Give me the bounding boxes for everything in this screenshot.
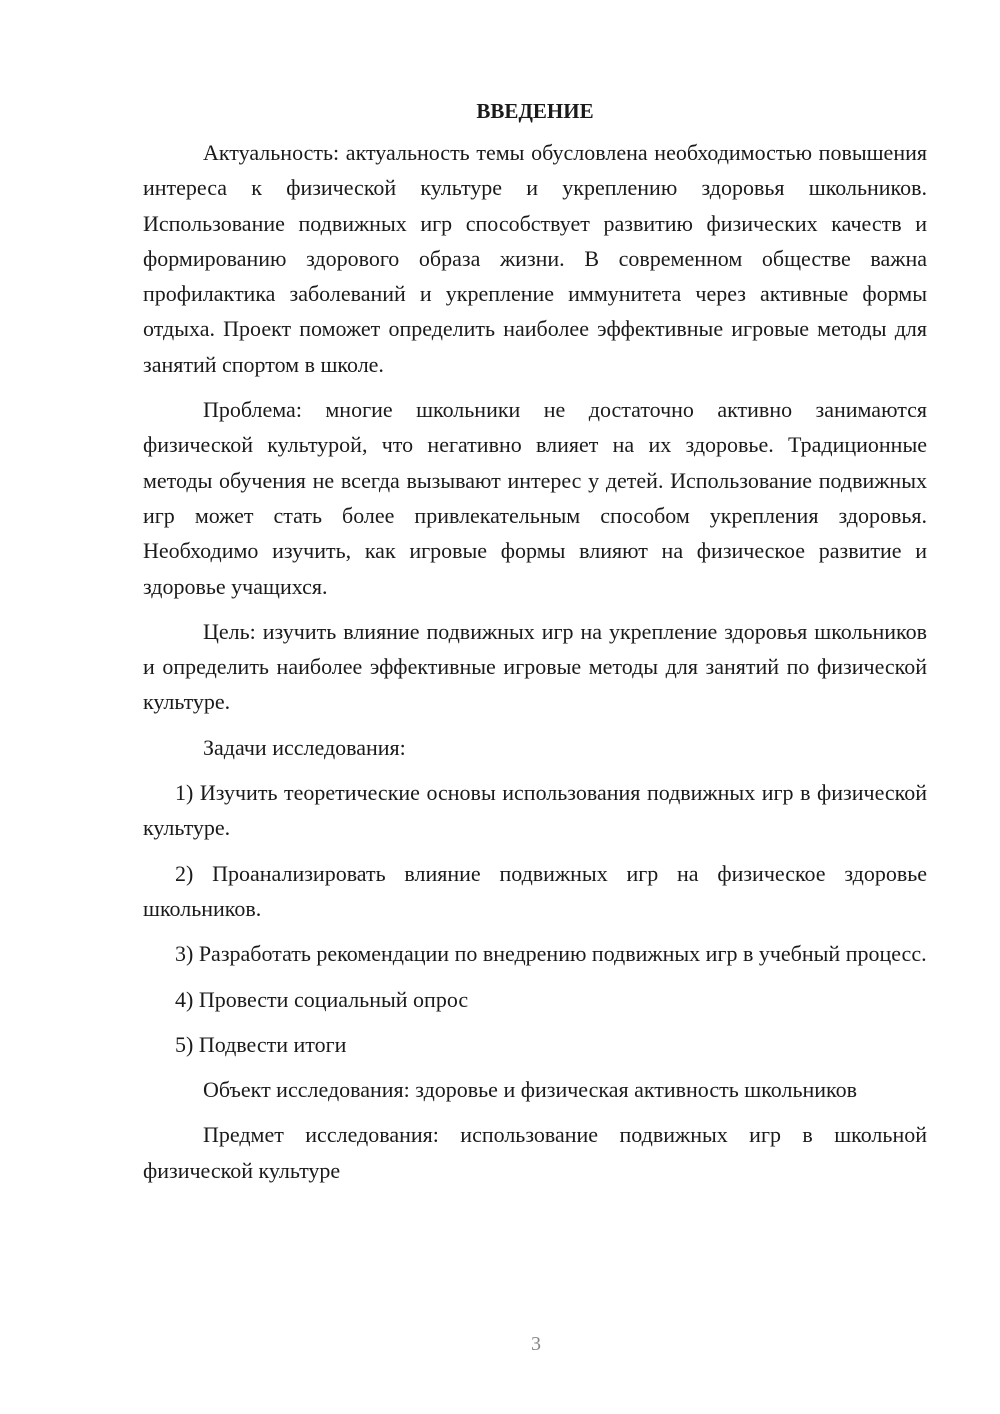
relevance-paragraph: Актуальность: актуальность темы обусловлена необходимостью повышения интереса к физической культуре и укреплению здоровья школьников. Использование подвижных игр способствует развитию физических качеств и формированию здорового образа жизни. В современном обществе важна профилактика заболеваний и укрепление иммунитета через активные формы отдыха. Проект поможет определить наиболее эффективные игровые методы для занятий спортом в школе.: [143, 140, 927, 377]
page-body: [143, 95, 927, 1198]
page-number: 3: [531, 1333, 541, 1355]
object-paragraph: Объект исследования: здоровье и физическая активность школьников: [203, 1077, 858, 1103]
task-item-5: 5) Подвести итоги: [175, 1031, 347, 1057]
problem-paragraph: Проблема: многие школьники не достаточно активно занимаются физической культурой, что негативно влияет на их здоровье. Традиционные методы обучения не всегда вызывают интерес у детей. Использование подвижных игр может стать более привлекательным способом укрепления здоровья. Необходимо изучить, как игровые формы влияют на физическое развитие и здоровье учащихся.: [143, 397, 927, 599]
task-item-3: 3) Разработать рекомендации по внедрению подвижных игр в учебный процесс.: [175, 941, 927, 967]
tasks-heading: Задачи исследования:: [203, 734, 406, 760]
task-item-1: 1) Изучить теоретические основы использования подвижных игр в физической культуре.: [143, 780, 927, 841]
goal-paragraph: Цель: изучить влияние подвижных игр на укрепление здоровья школьников и определить наиболее эффективные игровые методы для занятий по физической культуре.: [143, 618, 927, 715]
subject-paragraph: Предмет исследования: использование подвижных игр в школьной физической культуре: [143, 1122, 927, 1183]
section-title: ВВЕДЕНИЕ: [476, 99, 594, 123]
task-item-4: 4) Провести социальный опрос: [175, 986, 469, 1012]
task-item-2: 2) Проанализировать влияние подвижных игр на физическое здоровье школьников.: [143, 860, 927, 921]
